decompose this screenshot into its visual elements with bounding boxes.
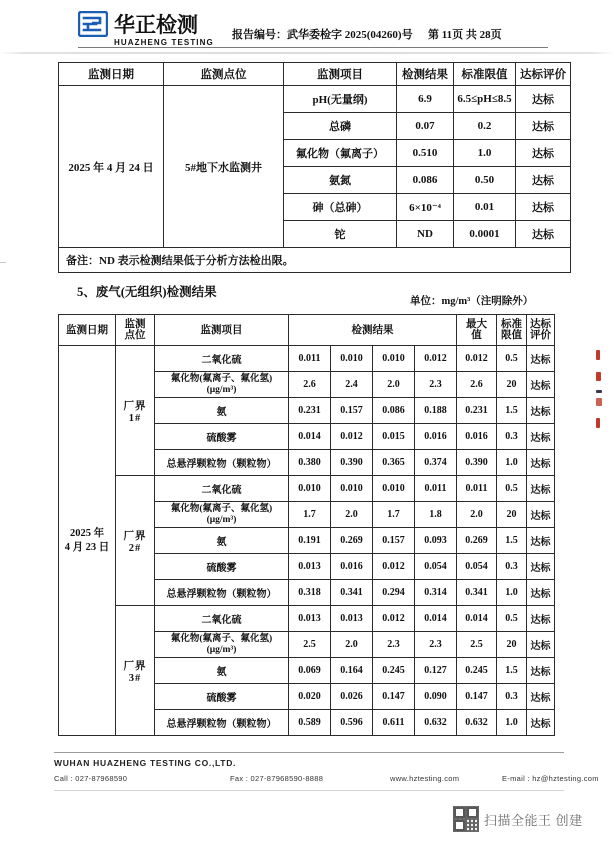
item-result-4: 2.3 [415, 632, 457, 658]
table-row [59, 86, 571, 113]
item-result-1: 0.020 [289, 684, 331, 710]
item-name: 总悬浮颗粒物（颗粒物） [155, 580, 289, 606]
item-result-4: 1.8 [415, 502, 457, 528]
item-result-4: 0.011 [415, 476, 457, 502]
item-limit: 6.5≤pH≤8.5 [454, 86, 516, 113]
item-result-3: 0.015 [373, 424, 415, 450]
item-result-2: 0.157 [331, 398, 373, 424]
item-result-1: 2.6 [289, 372, 331, 398]
item-result-1: 0.014 [289, 424, 331, 450]
table-header-row [59, 315, 555, 346]
unit-label: 单位：mg/m³（注明除外） [410, 296, 534, 307]
item-eval: 达标 [516, 86, 571, 113]
item-max-value: 0.054 [457, 554, 497, 580]
item-eval: 达标 [516, 140, 571, 167]
report-number: 报告编号：武华委检字 2025(04260)号 [232, 29, 413, 41]
item-name: 硫酸雾 [155, 684, 289, 710]
item-eval: 达标 [527, 372, 555, 398]
item-limit: 0.5 [497, 606, 527, 632]
item-result-3: 0.086 [373, 398, 415, 424]
item-max-value: 0.014 [457, 606, 497, 632]
item-limit: 0.3 [497, 424, 527, 450]
footer-phone: Call : 027-87968590 [54, 774, 128, 783]
item-limit: 1.5 [497, 658, 527, 684]
item-result-4: 0.012 [415, 346, 457, 372]
item-eval: 达标 [527, 502, 555, 528]
item-max-value: 0.269 [457, 528, 497, 554]
item-result-4: 2.3 [415, 372, 457, 398]
item-result-1: 0.011 [289, 346, 331, 372]
item-limit: 0.3 [497, 684, 527, 710]
item-eval: 达标 [527, 580, 555, 606]
col-max-value: 最大 值 [457, 315, 497, 346]
item-result-4: 0.188 [415, 398, 457, 424]
item-result-3: 0.147 [373, 684, 415, 710]
table-note: 备注：ND 表示检测结果低于分析方法检出限。 [59, 248, 571, 273]
item-eval: 达标 [516, 113, 571, 140]
item-result-2: 2.4 [331, 372, 373, 398]
huazheng-logo-icon [78, 11, 108, 37]
item-result-3: 0.294 [373, 580, 415, 606]
item-result-3: 2.3 [373, 632, 415, 658]
table-header-row [59, 63, 571, 86]
item-eval: 达标 [527, 632, 555, 658]
item-result-2: 0.269 [331, 528, 373, 554]
col-test-results: 检测结果 [289, 315, 457, 346]
item-eval: 达标 [527, 528, 555, 554]
item-result-3: 0.012 [373, 554, 415, 580]
footer-divider-top [54, 752, 564, 753]
item-result-3: 2.0 [373, 372, 415, 398]
item-name: 氨 [155, 528, 289, 554]
col-monitor-site: 监测点位 [164, 63, 284, 86]
item-limit: 0.5 [497, 346, 527, 372]
item-result-4: 0.054 [415, 554, 457, 580]
item-limit: 0.0001 [454, 221, 516, 248]
col-standard-limit: 标准限值 [454, 63, 516, 86]
page-header [0, 0, 614, 52]
table-note-row [59, 248, 571, 273]
item-max-value: 0.016 [457, 424, 497, 450]
item-result: 6×10⁻⁴ [397, 194, 454, 221]
item-max-value: 0.011 [457, 476, 497, 502]
item-result-1: 2.5 [289, 632, 331, 658]
page-edge-marker [0, 262, 6, 263]
footer-divider-bottom [54, 790, 564, 791]
footer-fax: Fax : 027-87968590-8888 [230, 774, 324, 783]
col-test-result: 检测结果 [397, 63, 454, 86]
item-limit: 20 [497, 632, 527, 658]
item-limit: 0.3 [497, 554, 527, 580]
item-result-2: 0.013 [331, 606, 373, 632]
item-result-3: 0.010 [373, 476, 415, 502]
item-name: 氨 [155, 658, 289, 684]
item-limit: 1.0 [497, 580, 527, 606]
item-result-4: 0.632 [415, 710, 457, 736]
section-title: 5、废气(无组织)检测结果 [77, 285, 217, 299]
item-result-1: 0.069 [289, 658, 331, 684]
col-monitor-item: 监测项目 [155, 315, 289, 346]
item-eval: 达标 [527, 398, 555, 424]
item-result-4: 0.016 [415, 424, 457, 450]
item-max-value: 2.5 [457, 632, 497, 658]
item-result-3: 0.157 [373, 528, 415, 554]
item-name: 氟化物（氟离子） [284, 140, 397, 167]
item-eval: 达标 [527, 450, 555, 476]
item-result-2: 2.0 [331, 632, 373, 658]
item-result-4: 0.374 [415, 450, 457, 476]
item-result-4: 0.090 [415, 684, 457, 710]
item-name: 砷（总砷） [284, 194, 397, 221]
item-result-3: 1.7 [373, 502, 415, 528]
header-shadow-line [0, 52, 614, 54]
item-name: 氟化物(氟离子、氟化氢) (μg/m³) [155, 502, 289, 528]
item-result-1: 0.318 [289, 580, 331, 606]
item-max-value: 0.231 [457, 398, 497, 424]
table-row [59, 346, 555, 372]
item-result-1: 0.010 [289, 476, 331, 502]
item-result-2: 0.012 [331, 424, 373, 450]
header-divider [78, 47, 548, 48]
item-eval: 达标 [527, 476, 555, 502]
item-result: 0.510 [397, 140, 454, 167]
item-max-value: 2.6 [457, 372, 497, 398]
col-monitor-date: 监测日期 [59, 63, 164, 86]
item-result-3: 0.611 [373, 710, 415, 736]
item-result-3: 0.012 [373, 606, 415, 632]
col-monitor-date: 监测日期 [59, 315, 116, 346]
monitor-site-cell: 厂界 2# [116, 476, 155, 606]
qr-code-icon [453, 806, 479, 832]
monitor-site-cell: 厂界 1# [116, 346, 155, 476]
item-result-2: 2.0 [331, 502, 373, 528]
item-limit: 0.2 [454, 113, 516, 140]
item-max-value: 0.390 [457, 450, 497, 476]
item-max-value: 0.147 [457, 684, 497, 710]
table-row [59, 476, 555, 502]
item-max-value: 2.0 [457, 502, 497, 528]
red-edge-annotation [596, 348, 614, 428]
item-limit: 1.0 [497, 710, 527, 736]
item-max-value: 0.341 [457, 580, 497, 606]
item-result: 6.9 [397, 86, 454, 113]
item-result-3: 0.010 [373, 346, 415, 372]
col-compliance-eval: 达标评价 [516, 63, 571, 86]
item-result-2: 0.164 [331, 658, 373, 684]
item-max-value: 0.245 [457, 658, 497, 684]
item-limit: 1.0 [497, 450, 527, 476]
item-result-4: 0.314 [415, 580, 457, 606]
item-result: 0.07 [397, 113, 454, 140]
footer-email[interactable]: E-mail : hz@hztesting.com [502, 774, 599, 783]
item-eval: 达标 [527, 346, 555, 372]
scanner-watermark [453, 806, 583, 832]
item-limit: 0.50 [454, 167, 516, 194]
table-row [59, 606, 555, 632]
col-monitor-item: 监测项目 [284, 63, 397, 86]
item-name: 氟化物(氟离子、氟化氢) (μg/m³) [155, 372, 289, 398]
col-standard-limit: 标准 限值 [497, 315, 527, 346]
item-result-1: 0.191 [289, 528, 331, 554]
item-name: 氨氮 [284, 167, 397, 194]
item-result-3: 0.365 [373, 450, 415, 476]
groundwater-results-table [58, 62, 571, 273]
item-result-1: 1.7 [289, 502, 331, 528]
item-name: 二氧化硫 [155, 606, 289, 632]
item-result-2: 0.026 [331, 684, 373, 710]
item-limit: 1.0 [454, 140, 516, 167]
item-eval: 达标 [516, 194, 571, 221]
footer-website[interactable]: www.hztesting.com [390, 774, 460, 783]
fugitive-emission-results-table [58, 314, 555, 736]
item-result-2: 0.341 [331, 580, 373, 606]
item-limit: 0.01 [454, 194, 516, 221]
item-result-4: 0.093 [415, 528, 457, 554]
item-name: 总悬浮颗粒物（颗粒物） [155, 710, 289, 736]
col-compliance-eval: 达标 评价 [527, 315, 555, 346]
item-result-1: 0.231 [289, 398, 331, 424]
item-name: 氟化物(氟离子、氟化氢) (μg/m³) [155, 632, 289, 658]
item-result-2: 0.390 [331, 450, 373, 476]
monitor-date-cell: 2025 年 4 月 23 日 [59, 346, 116, 736]
item-limit: 1.5 [497, 398, 527, 424]
logo-chinese-text: 华正检测 [114, 14, 198, 37]
page-number: 第 11页 共 28页 [428, 29, 502, 41]
item-result-3: 0.245 [373, 658, 415, 684]
item-result-1: 0.589 [289, 710, 331, 736]
item-result-1: 0.013 [289, 606, 331, 632]
item-eval: 达标 [527, 554, 555, 580]
item-name: 铊 [284, 221, 397, 248]
monitor-site-cell: 5#地下水监测井 [164, 86, 284, 248]
monitor-site-cell: 厂界 3# [116, 606, 155, 736]
item-name: 总磷 [284, 113, 397, 140]
item-eval: 达标 [527, 684, 555, 710]
watermark-text: 扫描全能王 创建 [484, 812, 583, 828]
item-max-value: 0.012 [457, 346, 497, 372]
item-limit: 20 [497, 502, 527, 528]
item-result: 0.086 [397, 167, 454, 194]
item-eval: 达标 [516, 167, 571, 194]
item-eval: 达标 [527, 424, 555, 450]
item-result: ND [397, 221, 454, 248]
monitor-date-cell: 2025 年 4 月 24 日 [59, 86, 164, 248]
item-name: 二氧化硫 [155, 346, 289, 372]
item-limit: 20 [497, 372, 527, 398]
logo-english-text: HUAZHENG TESTING [114, 38, 214, 47]
footer-company-name: WUHAN HUAZHENG TESTING CO.,LTD. [54, 758, 237, 768]
item-name: pH(无量纲) [284, 86, 397, 113]
item-max-value: 0.632 [457, 710, 497, 736]
item-eval: 达标 [527, 658, 555, 684]
item-result-1: 0.380 [289, 450, 331, 476]
item-name: 硫酸雾 [155, 554, 289, 580]
table-body [59, 346, 555, 736]
item-result-1: 0.013 [289, 554, 331, 580]
company-logo [78, 11, 214, 47]
item-name: 总悬浮颗粒物（颗粒物） [155, 450, 289, 476]
item-eval: 达标 [527, 606, 555, 632]
item-limit: 1.5 [497, 528, 527, 554]
item-eval: 达标 [516, 221, 571, 248]
item-result-2: 0.010 [331, 346, 373, 372]
item-name: 二氧化硫 [155, 476, 289, 502]
item-limit: 0.5 [497, 476, 527, 502]
item-result-4: 0.127 [415, 658, 457, 684]
item-result-4: 0.014 [415, 606, 457, 632]
item-name: 硫酸雾 [155, 424, 289, 450]
item-result-2: 0.016 [331, 554, 373, 580]
col-monitor-site: 监测 点位 [116, 315, 155, 346]
item-result-2: 0.596 [331, 710, 373, 736]
item-result-2: 0.010 [331, 476, 373, 502]
item-name: 氨 [155, 398, 289, 424]
item-eval: 达标 [527, 710, 555, 736]
